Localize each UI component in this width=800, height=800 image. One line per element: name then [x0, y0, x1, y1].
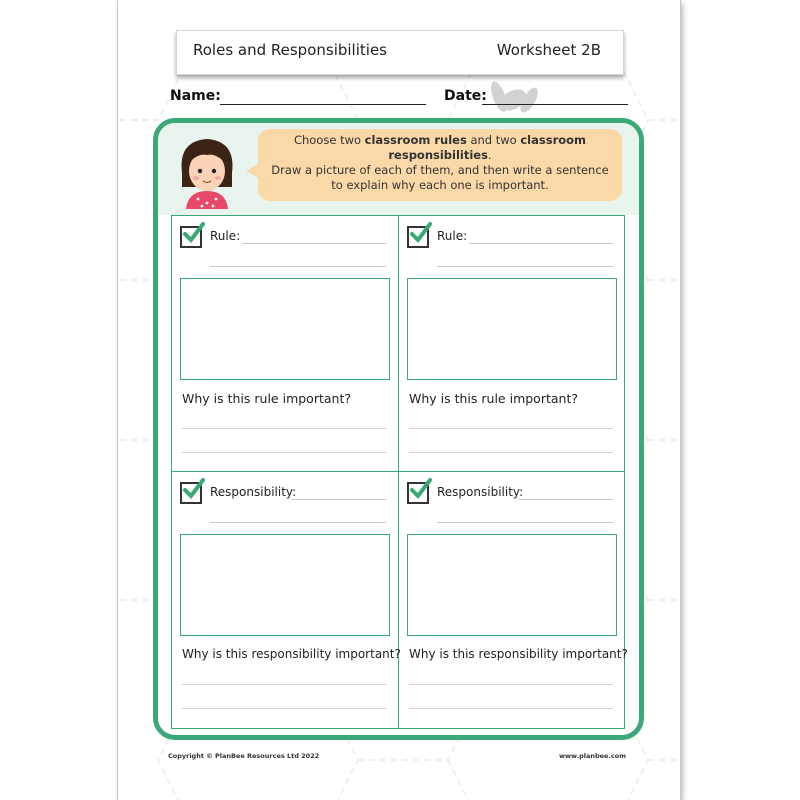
rule-write-line[interactable]	[242, 243, 386, 244]
rule-write-line[interactable]	[210, 266, 386, 267]
instruction-line-2: Draw a picture of each of them, and then write a sentence	[271, 163, 609, 177]
responsibility-write-line[interactable]	[210, 522, 386, 523]
responsibility-write-line[interactable]	[292, 499, 386, 500]
activity-grid	[171, 215, 628, 729]
answer-line[interactable]	[182, 708, 386, 709]
answer-line[interactable]	[409, 452, 613, 453]
website-link[interactable]: www.planbee.com	[559, 752, 626, 760]
instruction-text: Choose two	[293, 133, 365, 147]
instruction-bold-rules: classroom rules	[364, 133, 467, 147]
answer-line[interactable]	[182, 684, 386, 685]
question-text: Why is this rule important?	[409, 391, 578, 406]
answer-line[interactable]	[409, 684, 613, 685]
check-icon	[408, 476, 432, 500]
question-text: Why is this rule important?	[182, 391, 351, 406]
drawing-box[interactable]	[180, 534, 390, 636]
answer-line[interactable]	[182, 452, 386, 453]
rule-label: Rule:	[437, 229, 468, 243]
responsibility-cell-1	[172, 472, 401, 728]
responsibility-write-line[interactable]	[519, 499, 613, 500]
girl-character-icon	[172, 133, 242, 209]
check-icon	[181, 476, 205, 500]
rule-cell-1	[172, 216, 398, 472]
checkbox[interactable]	[407, 482, 429, 504]
responsibility-label: Responsibility:	[437, 485, 524, 499]
instruction-text: .	[487, 148, 492, 162]
check-icon	[408, 220, 432, 244]
question-text: Why is this responsibility important?	[409, 647, 628, 661]
drawing-box[interactable]	[407, 278, 617, 380]
check-icon	[181, 220, 205, 244]
date-label: Date:	[444, 88, 487, 104]
worksheet-number: Worksheet 2B	[496, 41, 601, 59]
answer-line[interactable]	[182, 428, 386, 429]
worksheet-page	[118, 0, 680, 800]
name-date-row	[170, 88, 630, 110]
activity-frame	[153, 118, 644, 740]
answer-line[interactable]	[409, 708, 613, 709]
title-bar	[176, 30, 624, 75]
responsibility-write-line[interactable]	[437, 522, 613, 523]
rule-label: Rule:	[210, 229, 241, 243]
responsibility-cell-2	[399, 472, 628, 728]
question-text: Why is this responsibility important?	[182, 647, 401, 661]
answer-line[interactable]	[409, 428, 613, 429]
name-field-line	[220, 104, 426, 105]
checkbox[interactable]	[180, 226, 202, 248]
name-label: Name:	[170, 88, 221, 104]
copyright-text: Copyright © PlanBee Resources Ltd 2022	[168, 752, 320, 760]
instruction-bubble	[258, 129, 622, 201]
rule-cell-2	[399, 216, 625, 472]
worksheet-title: Roles and Responsibilities	[193, 41, 387, 59]
checkbox[interactable]	[407, 226, 429, 248]
responsibility-label: Responsibility:	[210, 485, 297, 499]
checkbox[interactable]	[180, 482, 202, 504]
rule-write-line[interactable]	[437, 266, 613, 267]
instruction-line-3: to explain why each one is important.	[331, 178, 549, 192]
drawing-box[interactable]	[180, 278, 390, 380]
instruction-bold-responsibilities: classroom responsibilities	[388, 133, 587, 162]
drawing-box[interactable]	[407, 534, 617, 636]
rule-write-line[interactable]	[469, 243, 613, 244]
date-field-line	[482, 104, 628, 105]
instruction-text: and two	[466, 133, 521, 147]
